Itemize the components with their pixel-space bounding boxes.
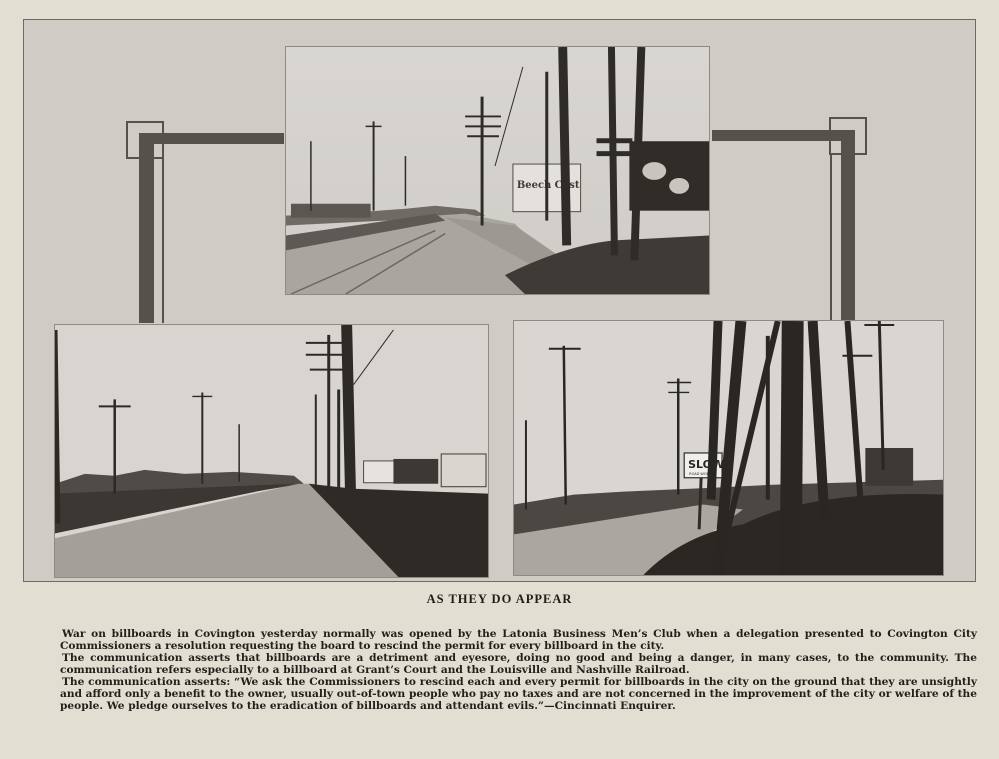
article-paragraph-1: War on billboards in Covington yesterday normally was opened by the Latonia Business Men’s Club when a delegation presented to Covington City Commissioners a resolution requesting the board to rescind the permit for every billboard in the city. (60, 628, 977, 652)
photo-caption: AS THEY DO APPEAR (426, 592, 573, 606)
frame-line-left-vertical (139, 133, 154, 323)
article-body (60, 628, 977, 712)
billboard-lettering: Beech Cost (516, 179, 580, 191)
frame-line-right-inner (830, 155, 832, 320)
photo-top-road-billboards (285, 46, 710, 295)
slow-sign-lettering: SLOW (688, 457, 725, 471)
frame-line-right-vertical (841, 130, 855, 320)
frame-line-left-inner (162, 155, 164, 323)
photo-bottom-left-road (54, 324, 489, 578)
photo-plate (23, 19, 976, 582)
frame-line-right-top (712, 130, 855, 141)
photo-bottom-right-slow-sign (513, 320, 944, 576)
slow-sign-subtext: ROAD WORKS (689, 471, 714, 476)
article-paragraph-2: The communication asserts that billboards are a detriment and eyesore, doing no good and being a danger, in many cases, to the community. The communication refers especially to a billboard at Grant’s Court and the Louisville and Nashville Railroad. (60, 652, 977, 676)
frame-line-left-top (139, 133, 284, 144)
article-paragraph-3: The communication asserts: “We ask the Commissioners to rescind each and every permit for billboards in the city on the ground that they are unsightly and afford only a benefit to the owner, usually out-of-town people who pay no taxes and are not concerned in the improvement of the city or welfare of the people. We pledge ourselves to the eradication of billboards and attendant evils.”—Cincinnati Enquirer. (60, 676, 977, 712)
